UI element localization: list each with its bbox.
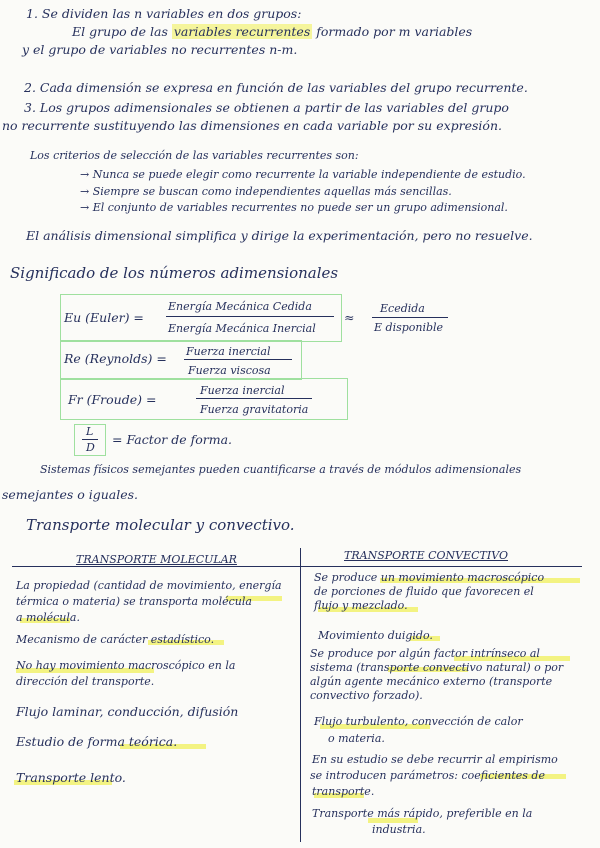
step-1-text-post: formado por m variables — [316, 24, 473, 39]
convective-row: sistema (transporte convectivo natural) o por — [310, 661, 564, 674]
numbers-heading: Significado de los números adimensionales — [10, 264, 339, 282]
euler-denominator-2: E disponible — [374, 321, 444, 334]
step-1-line2 — [72, 24, 472, 39]
transport-heading: Transporte molecular y convectivo. — [26, 516, 295, 534]
convective-row: convectivo forzado). — [310, 689, 423, 702]
reynolds-denominator: Fuerza viscosa — [188, 364, 271, 377]
highlight-recurrent: variables recurrentes — [173, 24, 311, 39]
ld-numerator: L — [86, 425, 94, 438]
convective-row: se introducen parámetros: coeficientes de — [310, 769, 545, 782]
fraction-bar — [166, 316, 334, 317]
convective-row: flujo y mezclado. — [314, 599, 408, 612]
molecular-title: TRANSPORTE MOLECULAR — [76, 553, 237, 566]
similarity-note: Sistemas físicos semejantes pueden cuantificarse a través de módulos adimensionales — [40, 463, 522, 476]
molecular-row: a molécula. — [16, 611, 80, 624]
table-rule — [12, 566, 582, 567]
convective-row: de porciones de fluido que favorecen el — [314, 585, 534, 598]
molecular-row: Transporte lento. — [16, 770, 126, 785]
froude-label: Fr (Froude) = — [68, 392, 157, 407]
criteria-item: → Nunca se puede elegir como recurrente la variable independiente de estudio. — [80, 168, 526, 181]
froude-numerator: Fuerza inercial — [200, 384, 285, 397]
approx-symbol: ≈ — [344, 310, 355, 325]
molecular-row: dirección del transporte. — [16, 675, 155, 688]
column-divider — [300, 548, 301, 842]
step-3: 3. Los grupos adimensionales se obtienen a partir de las variables del grupo — [24, 100, 509, 115]
step-2: 2. Cada dimensión se expresa en función de las variables del grupo recurrente. — [24, 80, 528, 95]
molecular-row: Mecanismo de carácter estadístico. — [16, 633, 215, 646]
criteria-conclusion: El análisis dimensional simplifica y dirige la experimentación, pero no resuelve. — [26, 228, 533, 243]
convective-row: o materia. — [328, 732, 385, 745]
euler-numerator-2: Ecedida — [380, 302, 425, 315]
fraction-bar — [184, 359, 292, 360]
reynolds-numerator: Fuerza inercial — [186, 345, 271, 358]
molecular-row: térmica o materia) se transporta molécula — [16, 595, 252, 608]
convective-row: Transporte más rápido, preferible en la — [312, 807, 533, 820]
molecular-row: No hay movimiento macroscópico en la — [16, 659, 236, 672]
ld-label: = Factor de forma. — [112, 432, 233, 447]
criteria-item: → El conjunto de variables recurrentes no puede ser un grupo adimensional. — [80, 201, 508, 214]
convective-row: industria. — [372, 823, 426, 836]
fraction-bar — [196, 398, 312, 399]
step-1-text: El grupo de las — [72, 24, 168, 39]
froude-denominator: Fuerza gravitatoria — [200, 403, 309, 416]
fraction-bar — [372, 317, 448, 318]
convective-row: transporte. — [312, 785, 375, 798]
similarity-note-2: semejantes o iguales. — [2, 487, 139, 502]
molecular-row: Flujo laminar, conducción, difusión — [16, 704, 239, 719]
ld-denominator: D — [86, 441, 95, 454]
step-1: 1. Se dividen las n variables en dos grupos: — [26, 6, 302, 21]
reynolds-label: Re (Reynolds) = — [64, 351, 167, 366]
euler-numerator: Energía Mecánica Cedida — [168, 300, 312, 313]
convective-row: Flujo turbulento, convección de calor — [314, 715, 523, 728]
convective-row: Movimiento duigido. — [318, 629, 433, 642]
euler-label: Eu (Euler) = — [64, 310, 144, 325]
euler-denominator: Energía Mecánica Inercial — [168, 322, 316, 335]
step-3-line2: no recurrente sustituyendo las dimensiones en cada variable por su expresión. — [2, 118, 502, 133]
molecular-row: Estudio de forma teórica. — [16, 734, 178, 749]
convective-row: Se produce un movimiento macroscópico — [314, 571, 545, 584]
convective-row: Se produce por algún factor intrínseco al — [310, 647, 540, 660]
criteria-item: → Siempre se buscan como independientes aquellas más sencillas. — [80, 185, 452, 198]
convective-title: TRANSPORTE CONVECTIVO — [344, 549, 508, 562]
convective-row: algún agente mecánico externo (transporte — [310, 675, 553, 688]
convective-row: En su estudio se debe recurrir al empirismo — [312, 753, 558, 766]
step-1-line3: y el grupo de variables no recurrentes n-m. — [22, 42, 298, 57]
criteria-intro: Los criterios de selección de las variables recurrentes son: — [30, 149, 359, 162]
molecular-row: La propiedad (cantidad de movimiento, energía — [16, 579, 282, 592]
